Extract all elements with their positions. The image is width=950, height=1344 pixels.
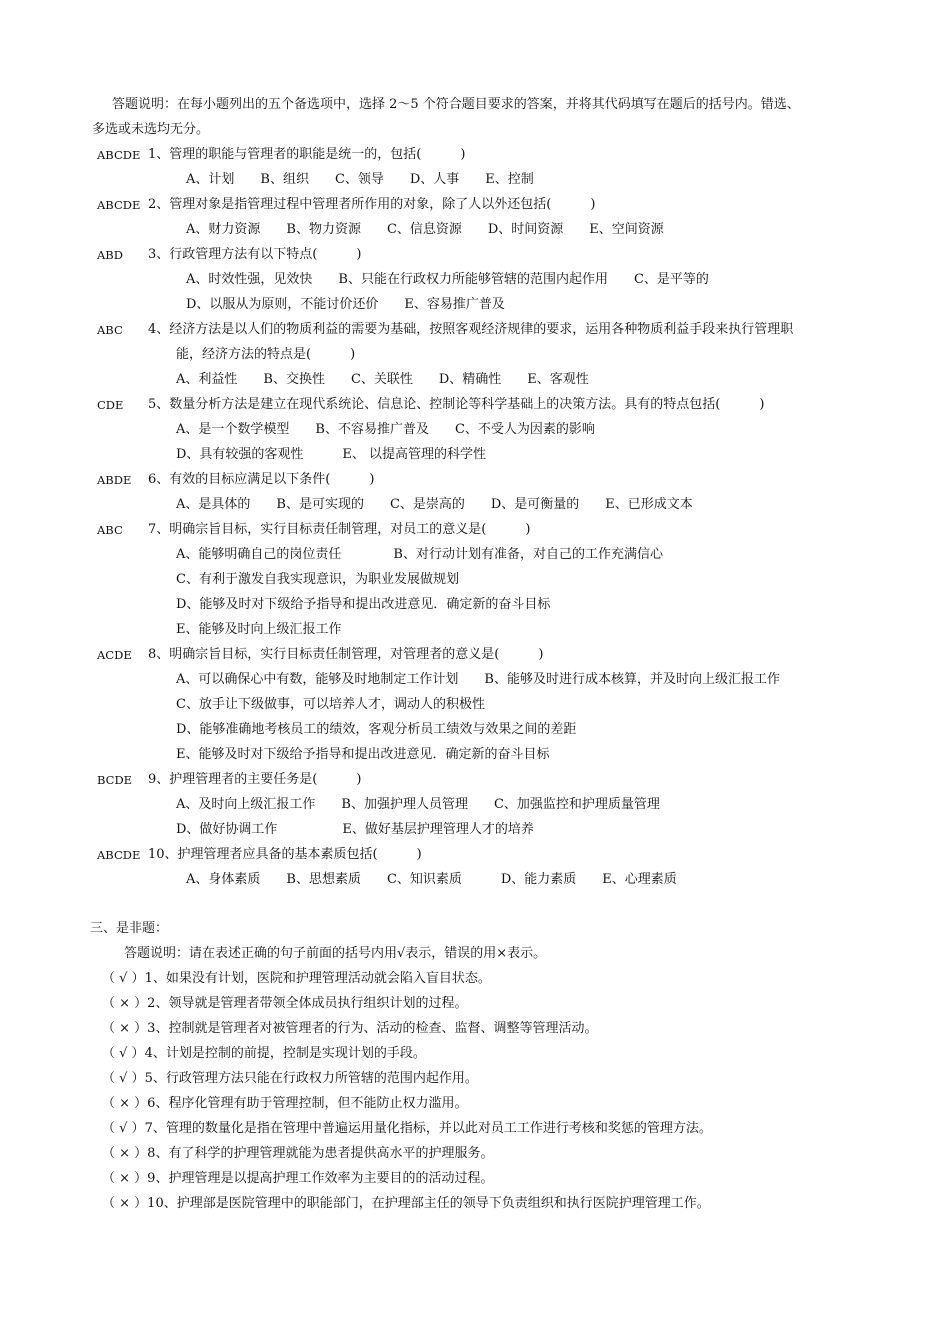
question-4-stem: 4、经济方法是以人们的物质利益的需要为基础，按照客观经济规律的要求，运用各种物质利益手段来执行管理职 xyxy=(148,322,794,337)
question-5-options-line-2: D、具有较强的客观性 E、 以提高管理的科学性 xyxy=(176,447,487,462)
tf-mark: （ × ） xyxy=(102,1021,148,1036)
answer-key-8: ACDE xyxy=(97,648,132,662)
question-4-options: A、利益性 B、交换性 C、关联性 D、精确性 E、客观性 xyxy=(176,372,589,387)
answer-key-6: ABDE xyxy=(97,473,132,487)
instructions-line-1: 答题说明：在每小题列出的五个备选项中，选择 2～5 个符合题目要求的答案，并将其代码填写在题后的括号内。错选、 xyxy=(112,97,800,112)
question-8-options-line-3: D、能够准确地考核员工的绩效，客观分析员工绩效与效果之间的差距 xyxy=(176,722,577,737)
question-9-stem: 9、护理管理者的主要任务是( ) xyxy=(148,772,362,787)
tf-mark: （ √ ） xyxy=(102,1121,145,1136)
question-9-options-line-2: D、做好协调工作 E、做好基层护理管理人才的培养 xyxy=(176,822,534,837)
answer-key-1: ABCDE xyxy=(97,148,141,162)
question-8-options-line-1: A、可以确保心中有数，能够及时地制定工作计划 B、能够及时进行成本核算，并及时向上级汇报工作 xyxy=(176,672,780,687)
tf-text: 6、程序化管理有助于管理控制，但不能防止权力滥用。 xyxy=(147,1096,468,1111)
question-3-stem: 3、行政管理方法有以下特点( ) xyxy=(148,247,362,262)
question-7-options-line-3: D、能够及时对下级给予指导和提出改进意见．确定新的奋斗目标 xyxy=(176,597,551,612)
question-7-stem: 7、明确宗旨目标，实行目标责任制管理，对员工的意义是( ) xyxy=(148,522,531,537)
tf-item-3 xyxy=(102,1020,597,1038)
question-3-options-line-1: A、时效性强，见效快 B、只能在行政权力所能够管辖的范围内起作用 C、是平等的 xyxy=(186,272,709,287)
tf-mark: （ × ） xyxy=(102,1171,148,1186)
tf-item-4 xyxy=(102,1045,426,1063)
answer-key-9: BCDE xyxy=(97,773,133,787)
tf-item-8 xyxy=(102,1145,493,1163)
tf-text: 4、计划是控制的前提，控制是实现计划的手段。 xyxy=(144,1046,426,1061)
tf-text: 3、控制就是管理者对被管理者的行为、活动的检查、监督、调整等管理活动。 xyxy=(147,1021,598,1036)
question-6-options: A、是具体的 B、是可实现的 C、是崇高的 D、是可衡量的 E、已形成文本 xyxy=(176,497,693,512)
question-7-options-line-4: E、能够及时向上级汇报工作 xyxy=(176,622,342,637)
question-6-stem: 6、有效的目标应满足以下条件( ) xyxy=(148,472,375,487)
tf-item-2 xyxy=(102,995,467,1013)
answer-key-10: ABCDE xyxy=(97,848,141,862)
question-8-stem: 8、明确宗旨目标，实行目标责任制管理，对管理者的意义是( ) xyxy=(148,647,544,662)
question-1-options: A、计划 B、组织 C、领导 D、人事 E、控制 xyxy=(186,172,534,187)
tf-mark: （ √ ） xyxy=(102,971,145,986)
tf-mark: （ × ） xyxy=(102,1096,148,1111)
answer-key-5: CDE xyxy=(97,398,124,412)
question-1-stem: 1、管理的职能与管理者的职能是统一的，包括( ) xyxy=(148,147,466,162)
tf-item-7 xyxy=(102,1120,712,1138)
tf-text: 2、领导就是管理者带领全体成员执行组织计划的过程。 xyxy=(147,996,468,1011)
tf-text: 5、行政管理方法只能在行政权力所管辖的范围内起作用。 xyxy=(144,1071,478,1086)
question-5-stem: 5、数量分析方法是建立在现代系统论、信息论、控制论等科学基础上的决策方法。具有的特点包括( ) xyxy=(148,397,765,412)
question-4-stem-continued: 能，经济方法的特点是( ) xyxy=(176,347,356,362)
question-7-options-line-1: A、能够明确自己的岗位责任 B、对行动计划有准备，对自己的工作充满信心 xyxy=(176,547,663,562)
tf-mark: （ × ） xyxy=(102,1146,148,1161)
answer-key-2: ABCDE xyxy=(97,198,141,212)
answer-key-7: ABC xyxy=(97,523,123,537)
question-10-stem: 10、护理管理者应具备的基本素质包括( ) xyxy=(148,847,422,862)
tf-text: 9、护理管理是以提高护理工作效率为主要目的的活动过程。 xyxy=(147,1171,494,1186)
tf-mark: （ × ） xyxy=(102,996,148,1011)
tf-item-10 xyxy=(102,1195,710,1213)
question-7-options-line-2: C、有利于激发自我实现意识，为职业发展做规划 xyxy=(176,572,459,587)
question-9-options-line-1: A、及时向上级汇报工作 B、加强护理人员管理 C、加强监控和护理质量管理 xyxy=(176,797,660,812)
section-3-title: 三、是非题： xyxy=(90,921,169,936)
question-8-options-line-2: C、放手让下级做事，可以培养人才，调动人的积极性 xyxy=(176,697,485,712)
question-2-stem: 2、管理对象是指管理过程中管理者所作用的对象，除了人以外还包括( ) xyxy=(148,197,596,212)
tf-item-5 xyxy=(102,1070,478,1088)
tf-item-1 xyxy=(102,970,491,988)
tf-mark: （ × ） xyxy=(102,1196,148,1211)
question-10-options: A、身体素质 B、思想素质 C、知识素质 D、能力素质 E、心理素质 xyxy=(186,872,677,887)
answer-key-3: ABD xyxy=(97,248,123,262)
tf-text: 8、有了科学的护理管理就能为患者提供高水平的护理服务。 xyxy=(147,1146,494,1161)
question-3-options-line-2: D、以服从为原则，不能讨价还价 E、容易推广普及 xyxy=(186,297,505,312)
instructions-line-2: 多选或未选均无分。 xyxy=(92,122,210,137)
tf-item-9 xyxy=(102,1170,493,1188)
section-3-instructions: 答题说明：请在表述正确的句子前面的括号内用√表示，错误的用×表示。 xyxy=(124,946,547,961)
tf-mark: （ √ ） xyxy=(102,1071,145,1086)
question-5-options-line-1: A、是一个数学模型 B、不容易推广普及 C、不受人为因素的影响 xyxy=(176,422,595,437)
tf-mark: （ √ ） xyxy=(102,1046,145,1061)
tf-text: 1、如果没有计划，医院和护理管理活动就会陷入盲目状态。 xyxy=(144,971,491,986)
tf-text: 7、管理的数量化是指在管理中普遍运用量化指标，并以此对员工工作进行考核和奖惩的管理方法。 xyxy=(144,1121,712,1136)
tf-text: 10、护理部是医院管理中的职能部门，在护理部主任的领导下负责组织和执行医院护理管理工作。 xyxy=(147,1196,710,1211)
question-2-options: A、财力资源 B、物力资源 C、信息资源 D、时间资源 E、空间资源 xyxy=(186,222,664,237)
question-8-options-line-4: E、能够及时对下级给予指导和提出改进意见．确定新的奋斗目标 xyxy=(176,747,550,762)
tf-item-6 xyxy=(102,1095,467,1113)
answer-key-4: ABC xyxy=(97,323,123,337)
